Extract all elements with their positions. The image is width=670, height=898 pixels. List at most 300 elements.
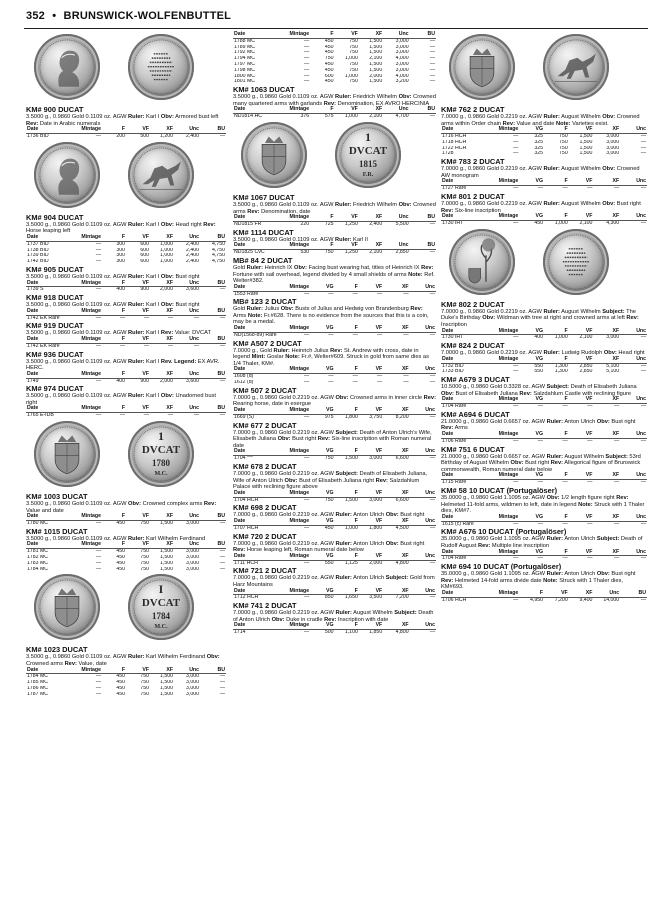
km-number: KM# 783 [441,157,471,167]
value-cell: — [95,247,101,253]
description-field-label: Rev: [441,207,454,214]
description-text: 3.5000 g., 0.9860 Gold 0.1109 oz. AGW [26,501,129,508]
description-text: Friedrich Wilhelm [351,201,399,208]
price-table [26,309,226,322]
value-cell: — [303,291,310,297]
inscription-icon-drawing [543,229,609,295]
column-header: Unc [174,406,200,412]
denomination: 2 DUCAT [265,462,297,471]
value-cell: — [95,680,101,686]
column-header: VF [334,215,358,221]
column-header: Unc [174,235,200,241]
description-text: 35.0000 g., 0.9860 Gold 1.1095 oz. AGW [441,495,547,502]
km-number: KM# 900 [26,105,56,114]
catalog-entry [441,486,647,527]
column-header: XF [593,473,620,479]
value-cell: 3,000 [186,555,199,561]
date-cell: 1704 Rare [442,555,467,562]
catalog-entry [26,350,226,385]
km-number: KM# 919 [26,321,56,331]
value-cell: 975 [324,414,334,420]
value-cell: — [95,286,101,293]
column-header: Mintage [286,408,310,414]
value-cell: 2,100 [369,113,383,120]
date-cell: 1794 MC [234,56,256,62]
table-row [441,220,647,226]
column-header: XF [383,367,409,373]
value-cell: — [328,291,334,297]
column-header: F [334,519,358,525]
date-cell: 1704 Rare [442,403,467,410]
column-header: Mintage [78,514,102,520]
entry-title [441,562,647,571]
description-field-label: Note: [578,501,593,508]
column-header: F [334,449,358,455]
description-text: Duke in cradle [284,616,325,623]
denomination: DUCAT [58,212,84,222]
catalog-entry [233,339,436,386]
column-header: Date [441,473,495,479]
date-cell: 1706 Rare [442,438,467,444]
crowned-arms-icon [449,34,515,100]
description-text: Gold [233,264,247,271]
column-header: XF [383,623,409,629]
value-cell: — [429,113,435,120]
value-cell: 450 [116,680,125,686]
value-cell: 1,500 [579,151,593,157]
km-number: KM# 1003 [26,492,61,502]
column-header: Date [441,515,495,521]
catalog-entry [441,445,647,486]
column-header: Mintage [495,397,520,403]
description-text: Date in Arabic numerals [38,120,101,127]
column-header: VG [519,515,544,521]
description-field-label: Ruler: [543,308,560,315]
value-cell: — [95,412,101,419]
date-cell: 1716 HCH [442,133,467,139]
value-cell: — [429,414,435,420]
column-header: VG [310,623,334,629]
km-number: KM# 58 [441,486,467,496]
value-cell: 750 [324,56,334,62]
value-cell: 4,750 [212,241,225,247]
price-table [233,623,436,636]
column-header: Mintage [78,542,102,548]
column-header: VF [359,326,383,332]
catalog-entry [233,462,436,503]
value-cell: 3,200 [395,79,409,85]
description-field-label: Rev: [64,661,77,668]
bust-icon [34,142,100,208]
denomination: 2 DUCAT [473,341,505,351]
km-number: KM# A507 [233,338,269,348]
catalog-entry [441,105,647,157]
column-header: XF [150,514,174,520]
column-header: VF [334,243,358,249]
value-cell: — [303,455,310,462]
value-cell: 750 [349,67,358,73]
column-header: Mintage [78,372,102,378]
value-cell: 3,000 [186,691,199,697]
value-cell: — [303,373,310,380]
coin-photo-pair [441,228,647,298]
price-table [233,215,436,228]
coin-photo-pair [26,141,226,211]
column-header: VG [310,326,334,332]
description-text: Karl I [144,273,161,280]
description-field-label: Subject: [602,308,625,315]
description-field-label: Rev: [519,390,532,397]
description-text: 7.0000 g., 0.9860 Gold 0.2219 oz. AGW [441,350,544,357]
denomination: 2 DUCAT [265,297,297,307]
value-cell: — [587,521,593,527]
column-header: Date [233,408,286,414]
value-cell: — [614,185,620,192]
km-number: KM# 741 [233,601,263,611]
value-cell: 1,650 [344,594,358,601]
coin-inscription-line: 1815 [359,158,377,169]
denomination: 2 DUCAT [473,191,505,201]
value-cell: — [167,412,173,419]
date-cell: 1749 [27,378,39,384]
column-header: Mintage [495,179,520,185]
column-header: VG [519,329,544,335]
column-header: XF [359,215,383,221]
value-cell: 4,800 [395,629,409,636]
value-cell: 1,000 [160,247,173,253]
entry-description [441,536,647,549]
value-cell: — [587,479,593,486]
column-header: XF [593,397,620,403]
value-cell: — [429,67,435,73]
value-cell: 550 [534,363,543,369]
column-header: Unc [410,326,436,332]
value-cell: — [429,44,435,50]
column-header: F [334,491,358,497]
column-header: VG [519,214,544,220]
column-header: Mintage [286,519,310,525]
value-cell: 750 [140,673,149,680]
value-cell: — [614,403,620,410]
column-header: XF [383,554,409,560]
description-text: Horse leaping left [26,228,71,235]
column-header: XF [359,243,383,249]
column-header: Mintage [286,285,310,291]
date-cell: 1780 MC [27,520,49,527]
description-field-label: Rev: [423,394,436,401]
value-cell: — [640,597,646,603]
value-cell: — [614,555,620,562]
denomination: 10 DUCAT (Portugalöser) [468,486,558,496]
column-header: F [544,214,569,220]
value-cell: — [352,291,358,297]
date-cell: 1669 (S) [234,414,254,420]
value-cell: 1,000 [160,241,173,247]
description-field-label: Rev: [550,460,564,467]
description-text: Ludwig Rudolph [559,350,604,357]
value-cell: — [303,61,310,67]
column-header: Date [441,329,495,335]
description-field-label: Mint: [251,354,266,361]
value-cell: 4,800 [395,560,409,566]
entry-title [26,492,226,501]
column-header: Date [441,179,495,185]
column-header: Unc [410,285,436,291]
catalog-entry [233,532,436,567]
value-cell: — [429,594,435,601]
value-cell: 1,500 [369,79,383,85]
description-text: 3.5000 g., 0.9860 Gold 0.1109 oz. AGW [26,358,129,365]
entry-title [233,339,436,348]
value-cell: — [429,221,435,227]
description-field-label: Subject: [394,610,417,617]
catalog-entry [441,341,647,375]
description-text: Death of Anton Ulrich's Wife, Elisabeth Juliana [233,429,432,443]
value-cell: 1,300 [554,369,568,375]
value-cell: — [640,185,646,192]
entry-title [26,645,226,654]
dvcat-value-icon [128,574,194,640]
description-field-label: Obv: [546,495,560,502]
entry-title [26,527,226,536]
value-cell: — [429,560,435,566]
date-cell: 1798 MC [234,67,256,73]
value-cell: 575 [324,113,334,120]
column-header: BU [200,235,226,241]
value-cell: 750 [559,139,568,145]
description-text: Karl I [144,358,161,365]
column-header: XF [150,668,174,674]
catalog-entry [233,228,436,256]
denomination: 2 DUCAT [265,601,297,611]
date-cell: 1711 HCH [234,560,258,566]
catalog-entry [233,32,436,85]
description-text: St. Andrew with cross, date in legend [233,347,419,361]
value-cell: 600 [140,259,149,265]
column-header: Unc [410,519,436,525]
column-header: XF [593,127,620,133]
price-table [441,397,647,410]
description-field-label: Obv: [441,390,454,397]
column-header: VF [569,357,594,363]
description-field-label: Obv: [596,418,610,425]
price-table [441,515,647,528]
value-cell: 220 [300,221,310,227]
value-cell: 400 [534,334,543,341]
column-header: XF [150,127,174,133]
value-cell: — [562,555,568,562]
description-text: Heinrich IX [263,264,295,271]
column-header: XF [593,329,620,335]
value-cell: — [95,566,101,572]
price-table [441,179,647,192]
column-header: VF [569,473,594,479]
price-table [233,589,436,602]
value-cell: — [513,185,519,192]
value-cell: — [562,403,568,410]
column-header: Unc [593,591,620,597]
column-header: XF [359,32,383,38]
column-header: Mintage [78,235,102,241]
description-text: 3.5000 g., 0.9860 Gold 0.1109 oz. AGW [26,221,129,228]
description-field-label: Obv: [280,306,294,313]
value-cell: — [95,548,101,555]
value-cell: — [377,373,383,380]
crowned-arms-icon-drawing [34,421,100,487]
column-header: Unc [620,127,647,133]
value-cell: 450 [324,79,334,85]
value-cell: 3,000 [186,673,199,680]
value-cell: — [219,520,225,527]
value-cell: 2,850 [579,363,593,369]
description-text: Denomination, EX AVRO HERCINIA [336,100,430,107]
value-cell: 2,400 [369,221,383,227]
column-header: VF [569,550,594,556]
catalog-entry [441,375,647,410]
entry-title [233,421,436,430]
column-header: F [102,668,126,674]
column-header: VF [126,281,150,287]
value-cell: 500 [140,133,149,139]
description-text: 7.0000 g., Gold [233,347,274,354]
entry-description [441,454,647,474]
description-field-label: Obv: [160,302,174,309]
value-cell: 3,000 [606,133,620,139]
description-text: Helmeted 11-fold arms, wildmen to left, date in legend [441,501,579,508]
denomination: 10 DUCAT (Portugalöser) [478,527,567,537]
value-cell: — [513,334,519,341]
value-cell: — [562,185,568,192]
price-table [441,591,647,604]
description-field-label: Obv: [206,654,220,661]
value-cell: — [640,555,646,562]
entry-description [233,306,436,326]
column-header: Mintage [78,337,102,343]
column-header: Unc [620,329,647,335]
value-cell: 9,400 [579,597,593,603]
description-text: Arms [453,425,468,432]
column-header: Date [233,326,286,332]
column-header: F [102,542,126,548]
value-cell: 8,200 [395,414,409,420]
value-cell: — [513,403,519,410]
value-cell: 1,500 [369,38,383,44]
description-field-label: Subject: [385,575,409,582]
value-cell: 400 [116,286,125,293]
entry-description [26,222,226,235]
column-header: VG [519,397,544,403]
arabic-inscription-icon-drawing [128,34,194,100]
value-cell: 450 [116,686,125,692]
column-header: Date [26,281,78,287]
denomination: DUCAT [268,227,294,237]
value-cell: 750 [140,555,149,561]
value-cell: — [328,373,334,380]
horse-icon-drawing [543,34,609,100]
column-header: VG [310,589,334,595]
description-field-label: Rev: [160,330,174,337]
description-text: Varieties exist. [570,120,609,127]
description-text: Ref. Welter#382. [233,271,435,285]
value-cell: 2,000 [369,73,383,79]
description-field-label: Obv: [602,114,616,120]
inscription-icon [543,229,609,295]
description-text: Death of Rudolf August [441,536,643,549]
value-cell: 2,100 [579,334,593,341]
value-cell: 450 [116,691,125,697]
entry-title [441,410,647,419]
description-text: Anton Ulrich [563,536,597,543]
value-cell: 900 [140,286,149,293]
description-text: 7.0000 g., 0.9860 Gold 0.2219 oz. AGW [233,575,336,582]
value-cell: 900 [140,378,149,384]
price-table [441,329,647,342]
km-number: KM# A679 [441,375,477,385]
value-cell: 3,000 [186,520,199,527]
description-text: Karl I [144,330,161,337]
price-table [26,668,226,698]
description-text: 7.0000 g., 0.9860 Gold 0.2219 oz. AGW [233,429,336,436]
value-cell: — [640,479,646,486]
column-header: F [102,337,126,343]
value-cell: — [640,521,646,527]
entry-title [233,386,436,395]
value-cell: 1,500 [369,67,383,73]
description-text: Value and date [514,120,556,127]
date-cell: 1737 BID [27,241,49,247]
description-field-label: Obv: [596,571,610,578]
value-cell: 3,000 [395,67,409,73]
description-text: Gold from Harz Mountains [233,575,435,588]
column-header: F [544,432,569,438]
crowned-arms-icon [34,574,100,640]
denomination: 10 DUCAT (Portugalöser) [473,562,562,572]
value-cell: 550 [534,369,543,375]
km-number: MB# 123 [233,297,263,307]
date-cell: 1786 MC [27,686,49,692]
value-cell: 7,200 [554,597,568,603]
date-cell: 1742 EK Rare [27,315,60,321]
value-cell: 4,750 [212,253,225,259]
description-field-label: Rev: [330,347,343,354]
value-cell: — [303,79,310,85]
date-cell: ND1825 CvC [234,249,265,256]
column-header: XF [150,372,174,378]
value-cell: 1,500 [160,691,173,697]
catalog-entry [26,293,226,321]
column-header: BU [200,337,226,343]
description-field-label: Ruler: [128,114,145,120]
km-number: KM# 974 [26,384,56,394]
value-cell: 1,000 [344,73,358,79]
value-cell: 530 [300,249,310,256]
column-header: F [334,554,358,560]
value-cell: — [219,686,225,692]
horse-icon [543,34,609,100]
description-text: Rearing horse, date in exergue [233,401,312,408]
value-cell: 1,500 [160,673,173,680]
column-header: F [334,367,358,373]
price-table [233,554,436,567]
column-header: F [334,326,358,332]
km-number: KM# 751 [441,444,471,454]
denomination: DUCAT [58,293,84,303]
value-cell: 750 [559,145,568,151]
value-cell: 1,200 [160,133,173,139]
value-cell: — [513,369,519,375]
value-cell: 750 [140,566,149,572]
column-header: XF [593,515,620,521]
